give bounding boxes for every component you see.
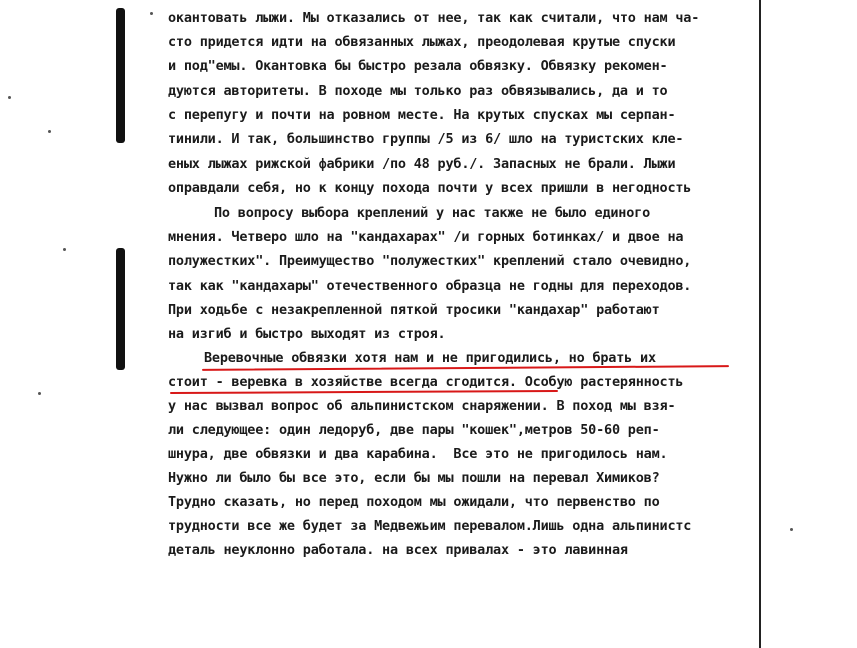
text-line-8: оправдали себя, но к концу похода почти у всех пришли в негодность — [168, 180, 692, 196]
text-line-3: и под"емы. Окантовка бы быстро резала обвязку. Обвязку рекомен- — [168, 58, 668, 74]
scan-speck — [48, 130, 51, 133]
text-line-6: тинили. И так, большинство группы /5 из 6/ шло на туристских кле- — [168, 131, 684, 147]
text-line-13: При ходьбе с незакрепленной пяткой тросики "кандахар" работают — [168, 302, 660, 318]
scan-speck — [38, 392, 41, 395]
scan-speck — [790, 528, 793, 531]
scan-speck — [8, 96, 11, 99]
paragraph-start-line-15: Веревочные обвязки хотя нам и не пригодились, но брать их — [204, 350, 656, 366]
text-line-17: у нас вызвал вопрос об альпинистском снаряжении. В поход мы взя- — [168, 398, 676, 414]
text-line-7: еных лыжах рижской фабрики /по 48 руб./. Запасных не брали. Лыжи — [168, 156, 676, 172]
text-line-20: Нужно ли было бы все это, если бы мы пошли на перевал Химиков? — [168, 470, 660, 486]
text-line-19: шнура, две обвязки и два карабина. Все это не пригодилось нам. — [168, 446, 668, 462]
text-line-18: ли следующее: один ледоруб, две пары "кошек",метров 50-60 реп- — [168, 422, 660, 438]
text-line-22: трудности все же будет за Медвежьим перевалом.Лишь одна альпинистс — [168, 518, 692, 534]
text-line-21: Трудно сказать, но перед походом мы ожидали, что первенство по — [168, 494, 660, 510]
paragraph-start-line-9: По вопросу выбора креплений у нас также не было единого — [214, 205, 651, 221]
left-margin-mark-lower — [116, 248, 125, 370]
text-line-1: окантовать лыжи. Мы отказались от нее, так как считали, что нам ча- — [168, 10, 700, 26]
text-line-12: так как "кандахары" отечественного образца не годны для переходов. — [168, 278, 692, 294]
text-line-11: полужестких". Преимущество "полужестких" креплений стало очевидно, — [168, 253, 692, 269]
text-line-2: сто придется идти на обвязанных лыжах, преодолевая крутые спуски — [168, 34, 676, 50]
text-line-23: деталь неуклонно работала. на всех привалах - это лавинная — [168, 542, 628, 558]
page-right-border — [759, 0, 761, 648]
red-underline-1 — [202, 365, 729, 371]
text-line-10: мнения. Четверо шло на "кандахарах" /и горных ботинках/ и двое на — [168, 229, 684, 245]
text-line-14: на изгиб и быстро выходят из строя. — [168, 326, 446, 342]
text-line-16: стоит - веревка в хозяйстве всегда сгодится. Особую растерянность — [168, 374, 684, 390]
text-line-5: с перепугу и почти на ровном месте. На крутых спусках мы серпан- — [168, 107, 676, 123]
scan-speck — [150, 12, 153, 15]
scan-speck — [63, 248, 66, 251]
left-margin-mark-upper — [116, 8, 125, 143]
text-line-4: дуются авторитеты. В походе мы только раз обвязывались, да и то — [168, 83, 668, 99]
red-underline-2 — [170, 390, 558, 394]
